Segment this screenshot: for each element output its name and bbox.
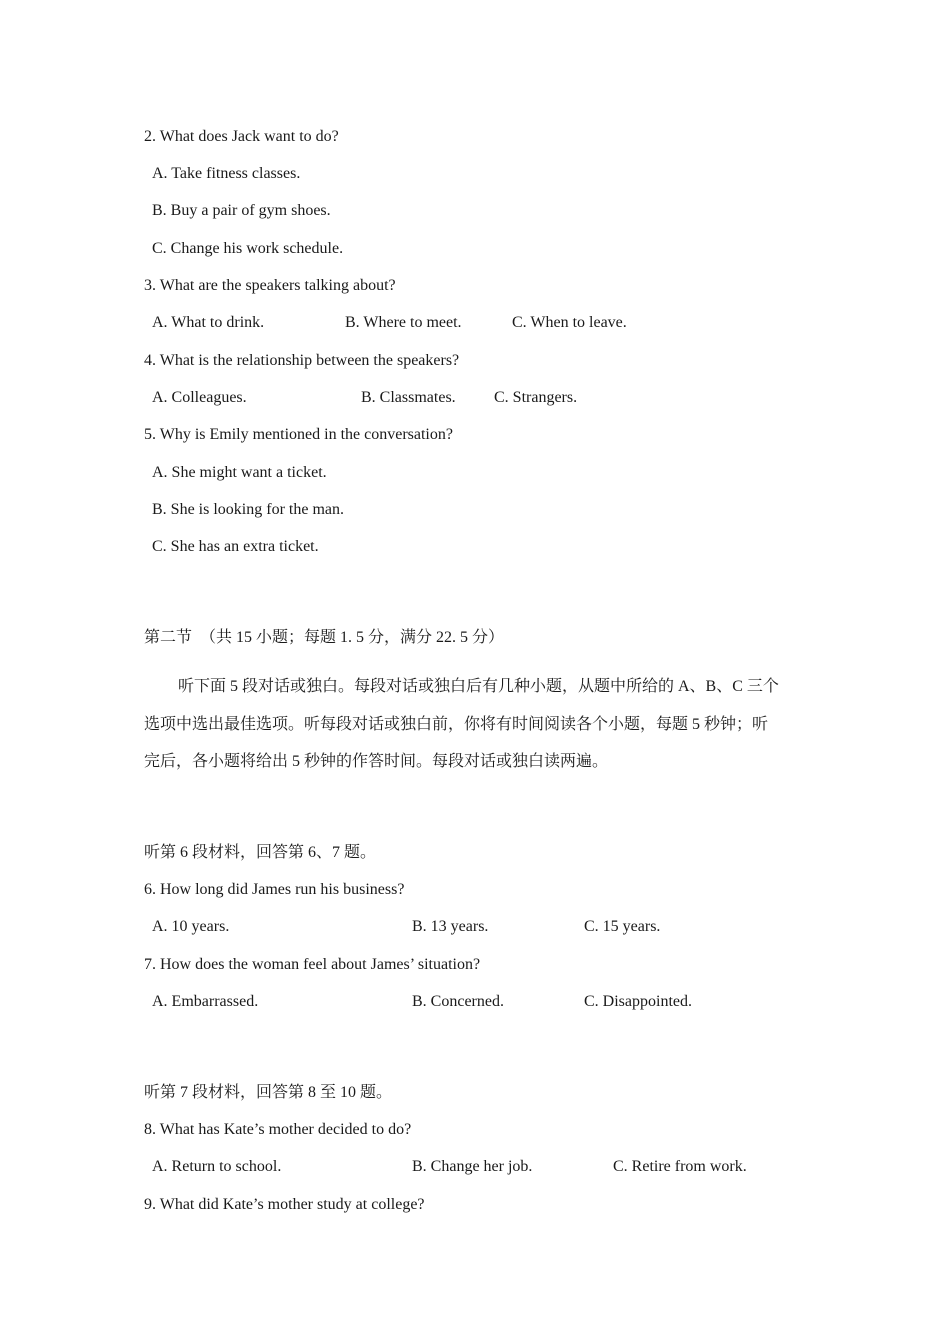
question-8-option-a: A. Return to school. bbox=[152, 1158, 282, 1175]
question-2-option-b: B. Buy a pair of gym shoes. bbox=[152, 202, 331, 219]
question-2-option-a: A. Take fitness classes. bbox=[152, 165, 301, 182]
instruction-line-2: 选项中选出最佳选项。听每段对话或独白前，你将有时间阅读各个小题，每题 5 秒钟；听 bbox=[144, 715, 769, 733]
question-2-stem: 2. What does Jack want to do? bbox=[144, 128, 339, 145]
question-7-stem: 7. How does the woman feel about James’ situation? bbox=[144, 956, 481, 973]
question-4-option-a: A. Colleagues. bbox=[152, 389, 247, 406]
question-7-option-a: A. Embarrassed. bbox=[152, 993, 259, 1010]
question-7-option-b: B. Concerned. bbox=[412, 993, 504, 1010]
question-2-option-c: C. Change his work schedule. bbox=[152, 240, 344, 257]
question-7-option-c: C. Disappointed. bbox=[584, 993, 692, 1010]
question-4-stem: 4. What is the relationship between the speakers? bbox=[144, 352, 460, 369]
instruction-line-3: 完后，各小题将给出 5 秒钟的作答时间。每段对话或独白读两遍。 bbox=[144, 753, 609, 770]
section-2-heading: 第二节 （共 15 小题；每题 1. 5 分，满分 22. 5 分） bbox=[144, 629, 505, 646]
question-8-option-c: C. Retire from work. bbox=[613, 1158, 747, 1175]
question-6-option-a: A. 10 years. bbox=[152, 918, 230, 935]
question-4-option-c: C. Strangers. bbox=[494, 389, 578, 406]
material-6-intro: 听第 6 段材料，回答第 6、7 题。 bbox=[144, 844, 377, 861]
question-9-stem: 9. What did Kate’s mother study at college? bbox=[144, 1196, 425, 1213]
question-5-option-a: A. She might want a ticket. bbox=[152, 464, 327, 481]
question-4-option-b: B. Classmates. bbox=[361, 389, 456, 406]
question-3-stem: 3. What are the speakers talking about? bbox=[144, 277, 396, 294]
question-3-option-b: B. Where to meet. bbox=[345, 314, 462, 331]
question-6-stem: 6. How long did James run his business? bbox=[144, 881, 405, 898]
question-8-option-b: B. Change her job. bbox=[412, 1158, 533, 1175]
question-8-stem: 8. What has Kate’s mother decided to do? bbox=[144, 1121, 412, 1138]
question-3-option-a: A. What to drink. bbox=[152, 314, 265, 331]
question-3-option-c: C. When to leave. bbox=[512, 314, 627, 331]
question-5-option-b: B. She is looking for the man. bbox=[152, 501, 344, 518]
material-7-intro: 听第 7 段材料，回答第 8 至 10 题。 bbox=[144, 1084, 393, 1101]
question-5-option-c: C. She has an extra ticket. bbox=[152, 538, 319, 555]
instruction-line-1: 听下面 5 段对话或独白。每段对话或独白后有几种小题，从题中所给的 A、B、C 三个 bbox=[178, 678, 779, 695]
question-5-stem: 5. Why is Emily mentioned in the conversation? bbox=[144, 426, 453, 443]
question-6-option-b: B. 13 years. bbox=[412, 918, 489, 935]
question-6-option-c: C. 15 years. bbox=[584, 918, 661, 935]
section-2-instructions bbox=[144, 668, 809, 781]
